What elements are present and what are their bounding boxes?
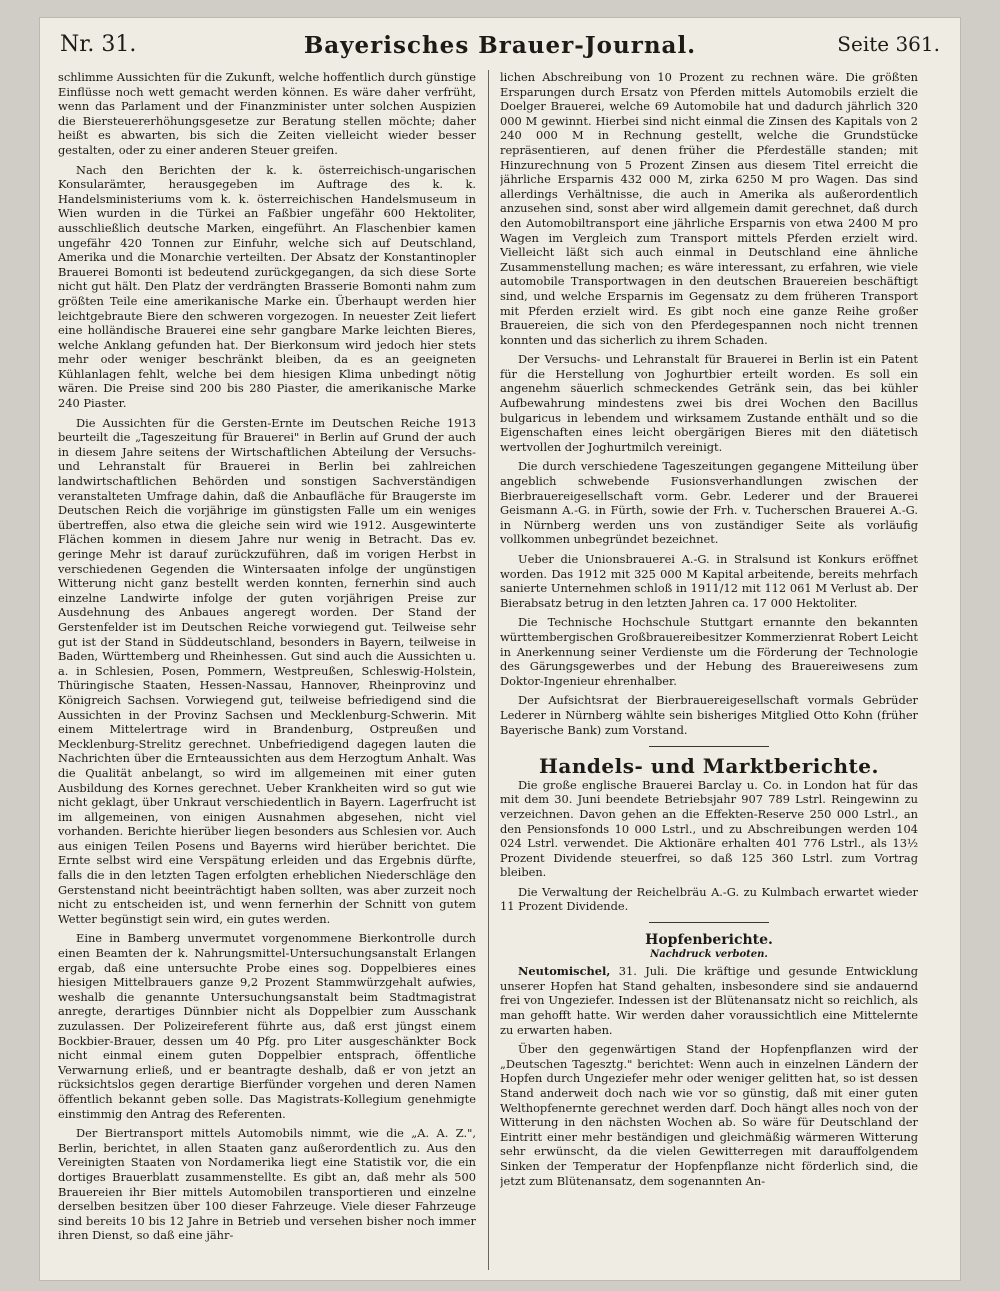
market-paragraph: Die Verwaltung der Reichelbräu A.-G. zu Kulmbach erwartet wieder 11 Prozent Dividende. (500, 884, 918, 914)
subsection-rule (649, 922, 769, 923)
article-paragraph: Die Technische Hochschule Stuttgart ernannte den bekannten württembergischen Großbrauereibesitzer Kommerzienrat Robert Leicht in Anerkennung seiner Verdienste um die Förderung der Technologie des Gärungsgewerbes und der Hebung des Brauereiwesens zum Doktor-Ingenieur ehrenhalber. (500, 615, 918, 688)
issue-number: Nr. 31. (60, 32, 137, 57)
article-paragraph: Der Versuchs- und Lehranstalt für Brauerei in Berlin ist ein Patent für die Herstellung von Joghurtbier erteilt worden. Es soll ein angenehm säuerlich schmeckendes Getränk sein, das bei kühler Aufbewahrung mindestens zwei bis drei Wochen den Bacillus bulgaricus in lebendem und wirksamem Zustande enthält und so die Eigenschaften eines leicht obergärigen Bieres mit den diätetisch wertvollen der Joghurtmilch vereinigt. (500, 352, 918, 454)
article-paragraph: Nach den Berichten der k. k. österreichisch-ungarischen Konsularämter, herausgegeben im Auftrage des k. k. Handelsministeriums vom k. k. österreichischen Handelsmuseum in Wien wurden in die Türkei an Faßbier ungefähr 600 Hektoliter, ausschließlich deutsche Marken, eingeführt. An Flaschenbier kamen ungefähr 420 Tonnen zur Einfuhr, welche sich auf Deutschland, Amerika und die Monarchie verteilten. Der Absatz der Konstantinopler Brauerei Bomonti ist bedeutend zurückgegangen, da sich diese Sorte nicht gut hält. Den Platz der verdrängten Brasserie Bomonti nahm zum größten Teile eine amerikanische Marke ein. Überhaupt werden hier leichtgebraute Biere den schweren vorgezogen. In neuester Zeit liefert eine holländische Brauerei eine sehr gangbare Marke leichten Bieres, welche Anklang gefunden hat. Der Bierkonsum wird jedoch hier stets mehr oder weniger beschränkt bleiben, da es an geeigneten Kühlanlagen fehlt, welche bei dem hiesigen Klima unbedingt nötig wären. Die Preise sind 200 bis 280 Piaster, die amerikanische Marke 240 Piaster. (58, 162, 476, 411)
market-paragraph: Die große englische Brauerei Barclay u. Co. in London hat für das mit dem 30. Juni beendete Betriebsjahr 907 789 Lstrl. Reingewinn zu verzeichnen. Davon gehen an die Effekten-Reserve 250 000 Lstrl., an den Pensionsfonds 10 000 Lstrl., und zu Abschreibungen werden 104 024 Lstrl. verwendet. Die Aktionäre erhalten 401 776 Lstrl., als 13½ Prozent Dividende steuerfrei, so daß 125 360 Lstrl. zum Vortrag bleiben. (500, 777, 918, 880)
article-paragraph: lichen Abschreibung von 10 Prozent zu rechnen wäre. Die größten Ersparungen durch Ersatz von Pferden mittels Automobils erzielt die Doelger Brauerei, welche 69 Automobile hat und dadurch jährlich 320 000 M gewinnt. Hierbei sind nicht einmal die Zinsen des Kapitals von 2 240 000 M in Rechnung gestellt, welche die Grundstücke repräsentieren, auf denen früher die Pferdeställe standen; mit Hinzurechnung von 5 Prozent Zinsen aus diesem Titel erreicht die jährliche Ersparnis 432 000 M, zirka 6250 M pro Wagen. Das sind allerdings Verhältnisse, die auch in Amerika als außerordentlich anzusehen sind, sonst aber wird allgemein damit gerechnet, daß durch den Automobiltransport eine jährliche Ersparnis von etwa 2400 M pro Wagen im Vergleich zum Transport mittels Pferden erzielt wird. Vielleicht läßt sich auch einmal in Deutschland eine ähnliche Zusammenstellung machen; es wäre interessant, zu erfahren, wie viele automobile Transportwagen in den deutschen Brauereien beschäftigt sind, und welche Ersparnis im Gegensatz zu dem früheren Transport mit Pferden erzielt wird. Es gibt noch eine ganze Reihe großer Brauereien, die sich von den Pferdegespannen noch nicht trennen konnten und das sicherlich zu ihrem Schaden. (500, 70, 918, 347)
article-paragraph: schlimme Aussichten für die Zukunft, welche hoffentlich durch günstige Einflüsse noch wett gemacht werden können. Es wäre daher verfrüht, wenn das Parlament und der Finanzminister unter solchen Auspizien die Biersteuererhöhungsgesetze zur Beratung stellen möchte; daher heißt es abwarten, bis sich die Zeiten vielleicht wieder besser gestalten, oder zu einer anderen Steuer greifen. (58, 70, 476, 157)
newspaper-page (40, 18, 960, 1280)
article-paragraph: Die durch verschiedene Tageszeitungen gegangene Mitteilung über angeblich schwebende Fusionsverhandlungen zwischen der Bierbrauereigesellschaft vorm. Gebr. Lederer und der Brauerei Geismann A.-G. in Fürth, sowie der Frh. v. Tucherschen Brauerei A.-G. in Nürnberg werden uns von zuständiger Seite als vorläufig vollkommen unbegründet bezeichnet. (500, 459, 918, 547)
article-paragraph: Der Biertransport mittels Automobils nimmt, wie die „A. A. Z.", Berlin, berichtet, in allen Staaten ganz außerordentlich zu. Aus den Vereinigten Staaten von Nordamerika liegt eine Statistik vor, die ein dortiges Brauerblatt zusammenstellte. Es gibt an, daß mehr als 500 Brauereien ihr Bier mittels Automobilen transportieren und einzelne derselben besitzen über 100 dieser Fahrzeuge. Viele dieser Fahrzeuge sind bereits 10 bis 12 Jahre in Betrieb und versehen bisher noch immer ihren Dienst, so daß eine jähr- (58, 1126, 476, 1243)
page-number: Seite 361. (837, 32, 940, 56)
dateline: Neutomischel, (518, 964, 611, 979)
section-heading: Handels- und Marktberichte. (539, 754, 879, 779)
column-divider (488, 70, 489, 1270)
page-header (60, 30, 940, 64)
article-paragraph: Ueber die Unionsbrauerei A.-G. in Stralsund ist Konkurs eröffnet worden. Das 1912 mit 325 000 M Kapital arbeitende, bereits mehrfach sanierte Unternehmen schloß in 1911/12 mit 112 061 M Verlust ab. Der Bierabsatz betrug in den letzten Jahren ca. 17 000 Hektoliter. (500, 552, 918, 610)
article-paragraph: Eine in Bamberg unvermutet vorgenommene Bierkontrolle durch einen Beamten der k. Nahrungsmittel-Untersuchungsanstalt Erlangen ergab, daß eine untersuchte Probe eines sog. Doppelbieres eines hiesigen Mittelbrauers ganze 9,2 Prozent Stammwürzgehalt aufwies, weshalb die genannte Untersuchungsanstalt beim Stadtmagistrat anregte, derartiges Dünnbier nicht als Doppelbier zum Ausschank zuzulassen. Der Polizeireferent führte aus, daß erst jüngst einem Bockbier-Brauer, dessen um 40 Pfg. pro Liter ausgeschänkter Bock nicht einmal einem guten Doppelbier entsprach, öffentliche Verwarnung erließ, und er beantragte deshalb, daß er von jetzt an rücksichtslos gegen derartige Bierfünder vorgehen und deren Namen öffentlich bekannt geben solle. Das Magistrats-Kollegium genehmigte einstimmig den Antrag des Referenten. (58, 931, 476, 1121)
section-rule (649, 746, 769, 747)
right-column (500, 70, 918, 1265)
reprint-notice: Nachdruck verboten. (650, 948, 768, 960)
article-paragraph: Die Aussichten für die Gersten-Ernte im Deutschen Reiche 1913 beurteilt die „Tageszeitung für Brauerei" in Berlin auf Grund der auch in diesem Jahre seitens der Wirtschaftlichen Abteilung der Versuchs- und Lehranstalt für Brauerei in Berlin bei zahlreichen landwirtschaftlichen Behörden und sonstigen Sachverständigen veranstalteten Umfrage dahin, daß die Anbaufläche für Braugerste im Deutschen Reich die vorjährige im günstigsten Falle um ein weniges übertreffen, also etwa die gleiche sein wird wie 1912. Ausgewinterte Flächen kommen in diesem Jahre nur wenig in Betracht. Das ev. geringe Mehr ist darauf zurückzuführen, daß im vorigen Herbst in verschiedenen Gegenden die Wintersaaten infolge der ungünstigen Witterung nicht ganz bestellt werden konnten, fernerhin sind auch einzelne Landwirte infolge der guten vorjährigen Preise zur Ausdehnung des Anbaues angeregt worden. Der Stand der Gerstenfelder ist im Deutschen Reiche vorwiegend gut. Teilweise sehr gut ist der Stand in Süddeutschland, besonders in Bayern, teilweise in Baden, Württemberg und Rheinhessen. Gut sind auch die Aussichten u. a. in Schlesien, Posen, Pommern, Westpreußen, Schleswig-Holstein, Thüringische Staaten, Hessen-Nassau, Hannover, Rheinprovinz und Königreich Sachsen. Vorwiegend gut, teilweise befriedigend sind die Aussichten in der Provinz Sachsen und Mecklenburg-Schwerin. Mit einem Mittelertrage wird in Brandenburg, Ostpreußen und Mecklenburg-Strelitz gerechnet. Unbefriedigend dagegen lauten die Nachrichten über die Ernteaussichten aus dem Herzogtum Anhalt. Was die Qualität anbelangt, so wird im allgemeinen mit einer guten Ausbildung des Kornes gerechnet. Ueber Krankheiten wird so gut wie nicht geklagt, über Unkraut verschiedentlich in Bayern. Lagerfrucht ist im allgemeinen, von einigen Ausnahmen abgesehen, nicht viel vorhanden. Berichte hierüber liegen besonders aus Schlesien vor. Auch aus einigen Teilen Posens und Bayerns wird hierüber berichtet. Die Ernte selbst wird eine Verspätung erleiden und das Ergebnis dürfte, falls die in den letzten Tagen erfolgten erheblichen Niederschläge den Gerstenstand nicht beeinträchtigt haben sollten, was aber zurzeit noch nicht zu entscheiden ist, und wenn fernerhin der Schnitt von gutem Wetter begünstigt sein wird, ein gutes werden. (58, 415, 476, 926)
hops-paragraph: Über den gegenwärtigen Stand der Hopfenpflanzen wird der „Deutschen Tagesztg." berichtet: Wenn auch in einzelnen Ländern der Hopfen durch Ungeziefer mehr oder weniger gelitten hat, so ist dessen Stand anderweit doch nach wie vor so günstig, daß mit einer guten Welthopfenernte gerechnet werden darf. Doch hängt alles noch von der Witterung in den nächsten Wochen ab. So wäre für Deutschland der Eintritt einer mehr beständigen und gleichmäßig wärmeren Witterung sehr erwünscht, da die vielen Gewitterregen mit darauffolgendem Sinken der Temperatur der Hopfenpflanze nicht förderlich sind, die jetzt zum Blütenansatz, dem sogenannten An- (500, 1042, 918, 1188)
hops-paragraph (500, 964, 918, 1037)
journal-title: Bayerisches Brauer-Journal. (303, 32, 697, 59)
left-column (58, 70, 476, 1265)
hops-text: 31. Juli. Die kräftige und gesunde Entwicklung unserer Hopfen hat Stand gehalten, insbesondere sind sie andauernd frei von Ungeziefer. Indessen ist der Blütenansatz nicht so reichlich, als man gehofft hatte. Wir werden daher voraussichtlich eine Mittelernte zu erwarten haben. (500, 964, 918, 1037)
article-paragraph: Der Aufsichtsrat der Bierbrauereigesellschaft vormals Gebrüder Lederer in Nürnberg wählte sein bisheriges Mitglied Otto Kohn (früher Bayerische Bank) zum Vorstand. (500, 693, 918, 737)
subsection-heading: Hopfenberichte. (645, 932, 773, 949)
